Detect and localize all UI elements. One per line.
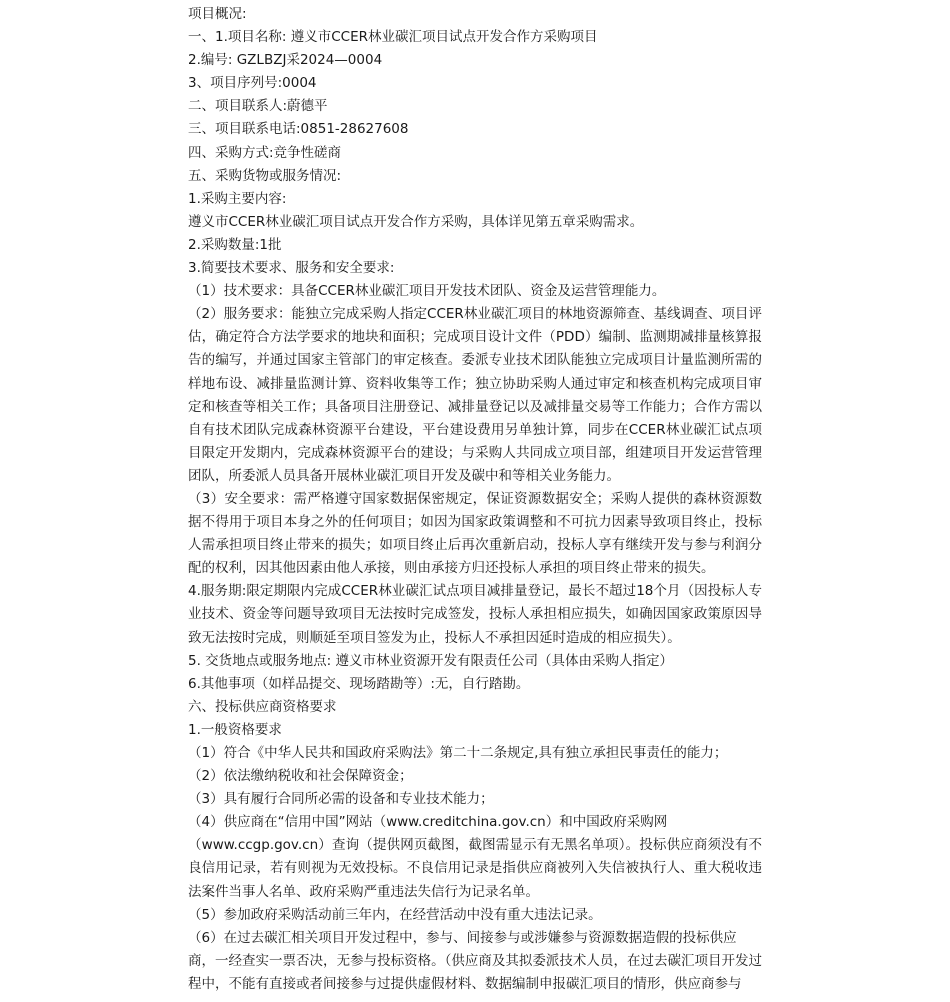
project-name: 一、1.项目名称: 遵义市CCER林业碳汇项目试点开发合作方采购项目 [188, 29, 598, 46]
other-matters: 6.其他事项（如样品提交、现场踏勘等）:无，自行踏勘。 [188, 675, 530, 692]
qualification-item-4: （4）供应商在“信用中国”网站（www.creditchina.gov.cn）和中国政府采购网 [188, 814, 668, 831]
project-number: 2.编号: GZLBZJ采2024—0004 [188, 52, 383, 69]
qualification-item-6: （6）在过去碳汇相关项目开发过程中，参与、间接参与或涉嫌参与资源数据造假的投标供应 [188, 929, 737, 946]
main-content-heading: 1.采购主要内容: [188, 190, 287, 207]
qualification-item-6-cont: 商，一经查实一票否决，无参与投标资格。（供应商及其拟委派技术人员，在过去碳汇项目开发过程中，不能有直接或者间接参与过提供虚假材料、数据编制申报碳汇项目的情形，供应商参与 [188, 952, 762, 992]
project-contact: 二、项目联系人:蔚德平 [188, 98, 328, 115]
main-content-text: 遵义市CCER林业碳汇项目试点开发合作方采购，具体详见第五章采购需求。 [188, 213, 644, 230]
qualification-item-3: （3）具有履行合同所必需的设备和专业技术能力； [188, 791, 494, 808]
procurement-method: 四、采购方式:竞争性磋商 [188, 144, 342, 161]
qualification-item-1: （1）符合《中华人民共和国政府采购法》第二十二条规定,具有独立承担民事责任的能力； [188, 745, 728, 761]
project-serial: 3、项目序列号:0004 [188, 75, 317, 92]
qualification-item-2: （2）依法缴纳税收和社会保障资金； [188, 768, 413, 785]
delivery-location: 5. 交货地点或服务地点: 遵义市林业资源开发有限责任公司（具体由采购人指定） [188, 652, 674, 669]
service-requirement: （2）服务要求：能独立完成采购人指定CCER林业碳汇项目的林地资源筛查、基线调查、项目评估，确定符合方法学要求的地块和面积；完成项目设计文件（PDD）编制、监测期减排量核算报告的编写，并通过国家主管部门的审定核查。委派专业技术团队能独立完成项目计量监测所需的样地布设、减排量监测计算、资料收集等工作；独立协助采购人通过审定和核查机构完成项目审定和核查等相关工作；具备项目注册登记、减排量登记以及减排量交易等工作能力；合作方需以自有技术团队完成森林资源平台建设，平台建设费用另单独计算，同步在CCER林业碳汇试点项目限定开发期内，完成森林资源平台的建设；与采购人共同成立项目部，组建项目开发运营管理团队，所委派人员具备开展林业碳汇项目开发及碳中和等相关业务能力。 [188, 306, 762, 484]
document-body [188, 3, 762, 996]
procurement-quantity: 2.采购数量:1批 [188, 236, 282, 253]
security-requirement: （3）安全要求：需严格遵守国家数据保密规定，保证资源数据安全；采购人提供的森林资源数据不得用于项目本身之外的任何项目；如因为国家政策调整和不可抗力因素导致项目终止，投标人需承担项目终止带来的损失；如项目终止后再次重新启动，投标人享有继续开发与参与利润分配的权利，因其他因素由他人承接，则由承接方归还投标人承担的项目终止带来的损失。 [188, 490, 762, 577]
qualification-item-4-cont: （www.ccgp.gov.cn）查询（提供网页截图，截图需显示有无黑名单项）。投标供应商须没有不良信用记录，若有则视为无效投标。不良信用记录是指供应商被列入失信被执行人、重大税收违法案件当事人名单、政府采购严重违法失信行为记录名单。 [188, 837, 762, 900]
section-overview-heading: 项目概况: [188, 6, 247, 22]
project-phone: 三、项目联系电话:0851-28627608 [188, 121, 409, 138]
section-goods-heading: 五、采购货物或服务情况: [188, 167, 342, 184]
service-period: 4.服务期:限定期限内完成CCER林业碳汇试点项目减排量登记，最长不超过18个月（因投标人专业技术、资金等问题导致项目无法按时完成签发，投标人承担相应损失，如确因国家政策原因导致无法按时完成，则顺延至项目签发为止，投标人不承担因延时造成的相应损失）。 [188, 583, 762, 646]
technical-requirement: （1）技术要求：具备CCER林业碳汇项目开发技术团队、资金及运营管理能力。 [188, 283, 666, 300]
qualification-item-5: （5）参加政府采购活动前三年内，在经营活动中没有重大违法记录。 [188, 906, 602, 923]
requirements-heading: 3.简要技术要求、服务和安全要求: [188, 260, 395, 277]
section-qualification-heading: 六、投标供应商资格要求 [188, 698, 337, 715]
general-qualification-heading: 1.一般资格要求 [188, 721, 282, 738]
